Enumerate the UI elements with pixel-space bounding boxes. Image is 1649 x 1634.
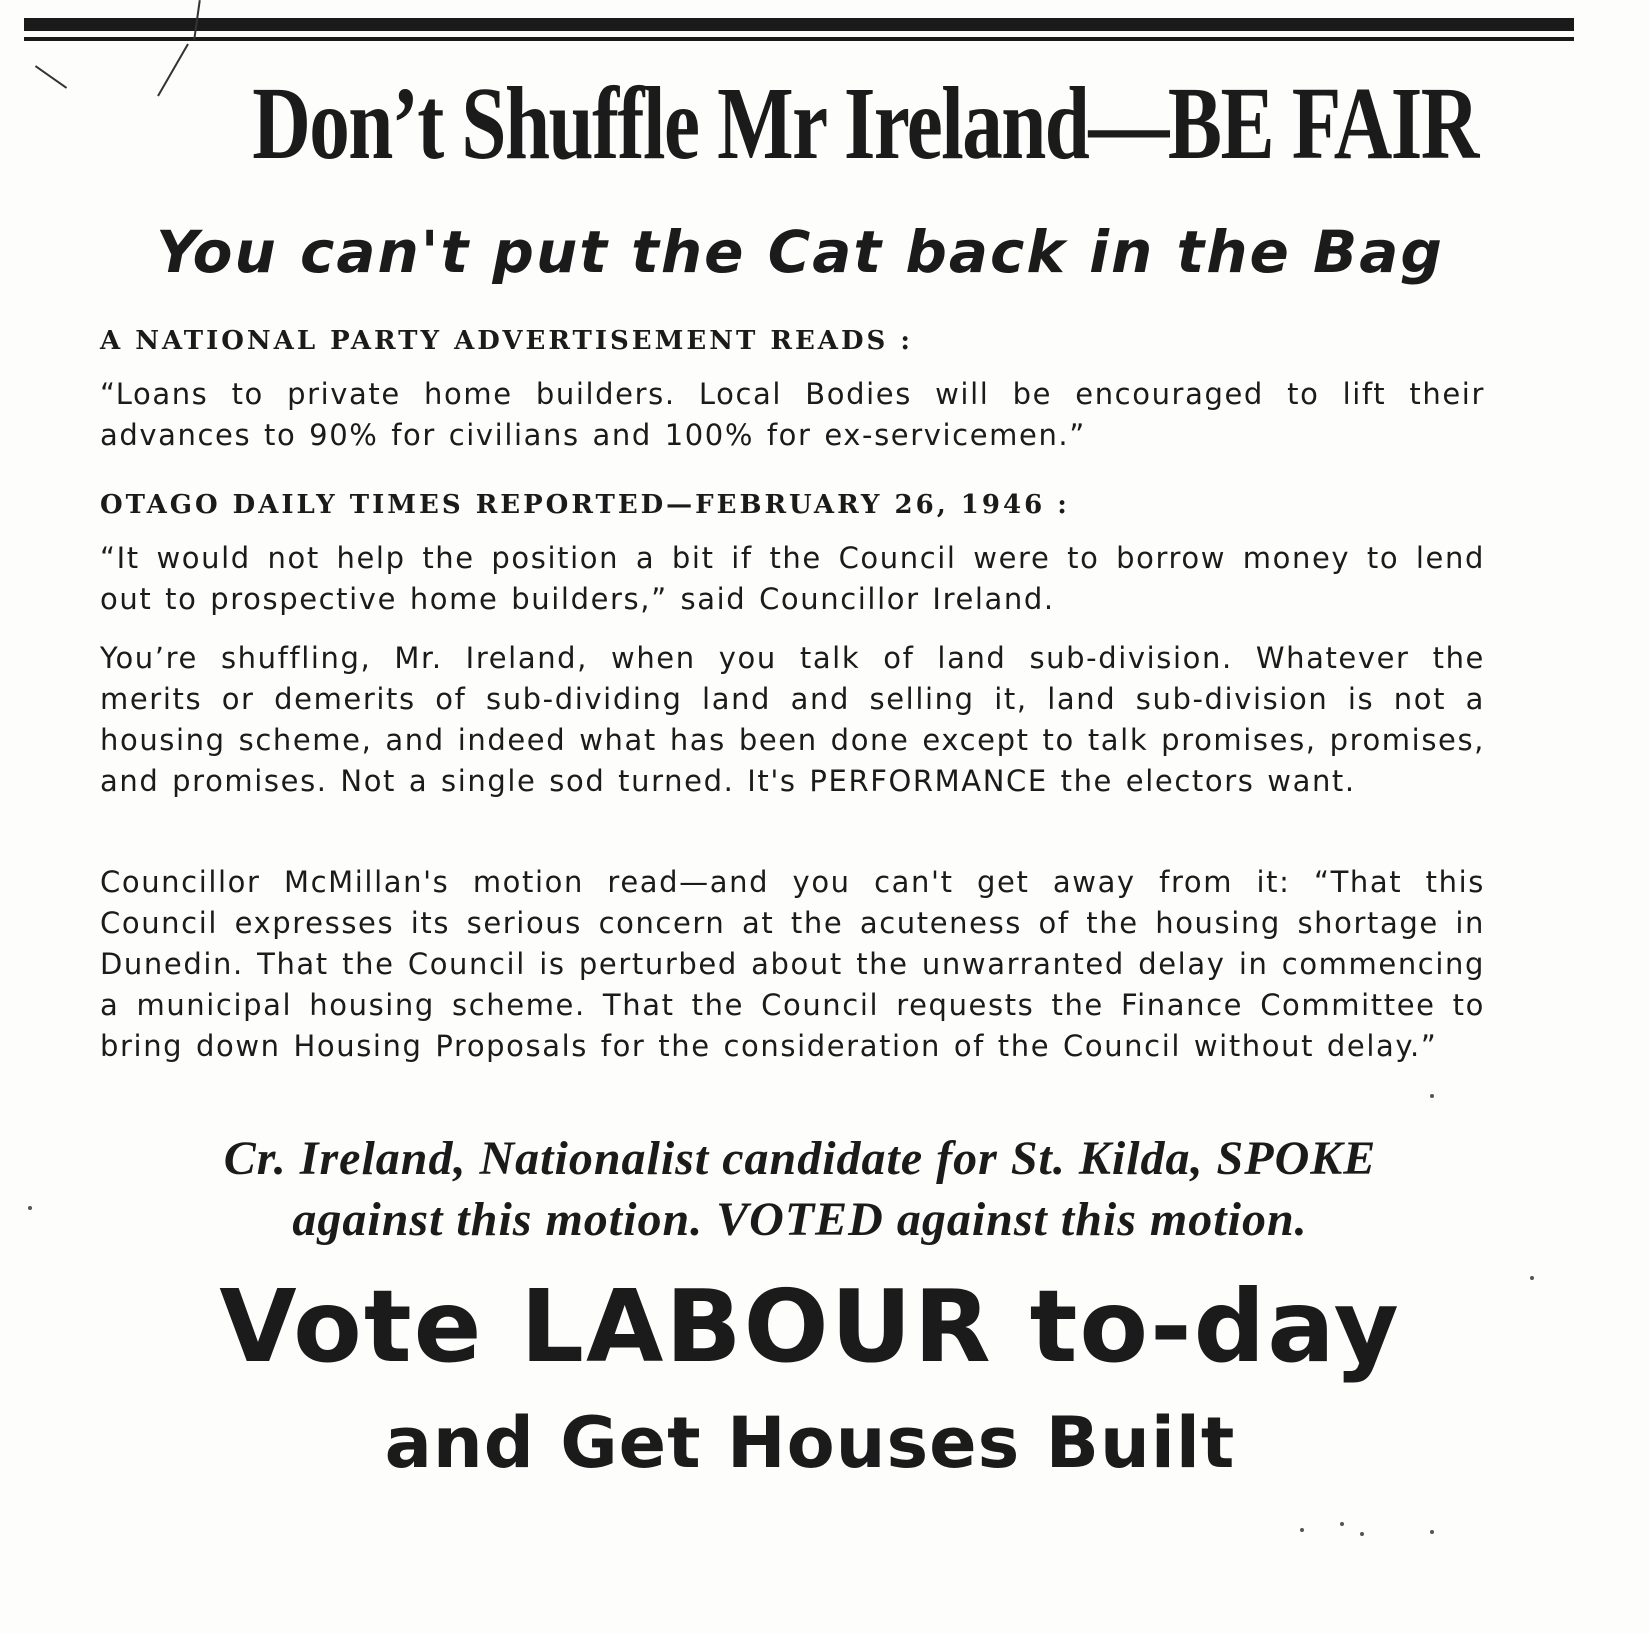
shuffling-paragraph: You’re shuffling, Mr. Ireland, when you talk of land sub-division. Whatever the merits or demerits of sub-dividing land and selling it, land sub-division is not a housing scheme, and indeed what has been done except to talk promises, promises, and promises. Not a single sod turned. It's PERFORMANCE the electors want. <box>100 641 1485 798</box>
verdict <box>130 1128 1470 1250</box>
top-rule-thin <box>24 37 1574 41</box>
print-speck <box>28 1206 32 1210</box>
print-speck <box>1340 1522 1344 1526</box>
pen-mark <box>157 44 189 97</box>
top-rule-thick <box>24 18 1574 31</box>
print-speck <box>1430 1094 1434 1098</box>
motion-paragraph: Councillor McMillan's motion read—and you can't get away from it: “That this Council expresses its serious concern at the acuteness of the housing shortage in Dunedin. That the Council is perturbed about the unwarranted delay in commencing a municipal housing scheme. That the Council requests the Finance Committee to bring down Housing Proposals for the consideration of the Council without delay.” <box>100 865 1485 1063</box>
vote-labour-headline: Vote LABOUR to-day <box>219 1268 1401 1385</box>
print-speck <box>1530 1276 1534 1280</box>
national-party-heading: A NATIONAL PARTY ADVERTISEMENT READS : <box>100 326 913 356</box>
print-speck <box>1430 1530 1434 1534</box>
pen-mark <box>35 65 67 88</box>
headline: Don’t Shuffle Mr Ireland—BE FAIR <box>252 66 1478 181</box>
verdict-line-1: Cr. Ireland, Nationalist candidate for St. Kilda, SPOKE <box>223 1132 1377 1185</box>
subheadline: You can't put the Cat back in the Bag <box>156 218 1444 286</box>
verdict-line-2: against this motion. VOTED against this motion. <box>292 1193 1308 1246</box>
national-party-quote: “Loans to private home builders. Local Bodies will be encouraged to lift their advances to 90% for civilians and 100% for ex-servicemen.” <box>100 377 1485 452</box>
otago-daily-times-quote: “It would not help the position a bit if the Council were to borrow money to lend out to prospective home builders,” said Councillor Ireland. <box>100 541 1485 616</box>
print-speck <box>1360 1532 1364 1536</box>
get-houses-built: and Get Houses Built <box>384 1402 1236 1484</box>
print-speck <box>1300 1528 1304 1532</box>
otago-daily-times-heading: OTAGO DAILY TIMES REPORTED—FEBRUARY 26, 1946 : <box>100 490 1070 520</box>
